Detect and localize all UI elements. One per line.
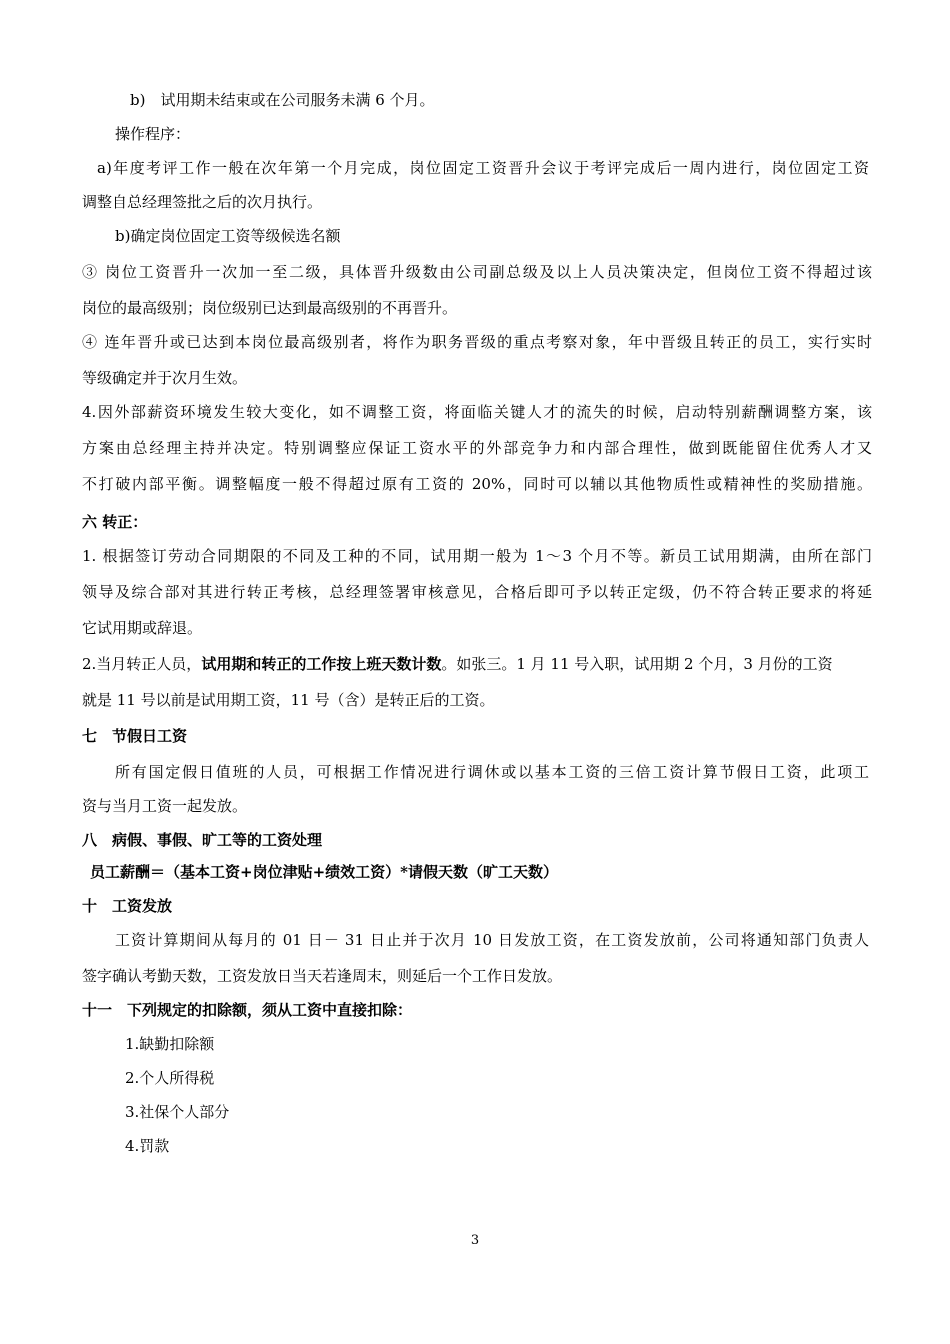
paragraph-line: 工资计算期间从每月的 01 日－ 31 日止并于次月 10 日发放工资，在工资发放前，公司将通知部门负责人 — [115, 931, 869, 949]
paragraph-line: 岗位的最高级别；岗位级别已达到最高级别的不再晋升。 — [82, 299, 458, 317]
paragraph-line: 签字确认考勤天数，工资发放日当天若逢周末，则延后一个工作日发放。 — [82, 967, 563, 985]
paragraph-line: 等级确定并于次月生效。 — [82, 369, 248, 387]
paragraph-line: 就是 11 号以前是试用期工资，11 号（含）是转正后的工资。 — [82, 691, 495, 709]
section-heading: 七 节假日工资 — [82, 727, 188, 745]
section-heading: 六 转正： — [82, 513, 148, 531]
paragraph-line: 领导及综合部对其进行转正考核，总经理签署审核意见，合格后即可予以转正定级，仍不符合转正要求的将延 — [82, 583, 872, 601]
paragraph-line: b)确定岗位固定工资等级候选名额 — [115, 227, 341, 245]
paragraph-line: 4.因外部薪资环境发生较大变化，如不调整工资，将面临关键人才的流失的时候，启动特别薪酬调整方案，该 — [82, 403, 872, 421]
page-number: 3 — [470, 1233, 480, 1248]
formula-line: 员工薪酬＝（基本工资+岗位津贴+绩效工资）*请假天数（旷工天数） — [90, 863, 558, 881]
operation-procedure-heading: 操作程序： — [115, 125, 191, 143]
paragraph-line: ③ 岗位工资晋升一次加一至二级，具体晋升级数由公司副总级及以上人员决策决定，但岗位工资不得超过该 — [82, 263, 872, 281]
paragraph-line: 所有国定假日值班的人员，可根据工作情况进行调休或以基本工资的三倍工资计算节假日工资，此项工 — [115, 763, 869, 781]
paragraph-line: 它试用期或辞退。 — [82, 619, 203, 637]
paragraph-line: 不打破内部平衡。调整幅度一般不得超过原有工资的 20%，同时可以辅以其他物质性或精神性的奖励措施。 — [82, 475, 872, 493]
section-heading: 八 病假、事假、旷工等的工资处理 — [82, 831, 323, 849]
list-item-b: b) 试用期未结束或在公司服务未满 6 个月。 — [130, 91, 435, 109]
paragraph-line: a)年度考评工作一般在次年第一个月完成，岗位固定工资晋升会议于考评完成后一周内进行，岗位固定工资 — [97, 159, 869, 177]
paragraph-line: 资与当月工资一起发放。 — [82, 797, 248, 815]
paragraph-line: 方案由总经理主持并决定。特别调整应保证工资水平的外部竞争力和内部合理性，做到既能留住优秀人才又 — [82, 439, 872, 457]
paragraph-line: 调整自总经理签批之后的次月执行。 — [82, 193, 323, 211]
emphasis-text: 试用期和转正的工作按上班天数计数 — [201, 655, 442, 673]
list-item: 1.缺勤扣除额 — [125, 1035, 215, 1053]
paragraph-line: ④ 连年晋升或已达到本岗位最高级别者，将作为职务晋级的重点考察对象，年中晋级且转正的员工，实行实时 — [82, 333, 872, 351]
text-span: 2.当月转正人员， — [82, 655, 202, 673]
paragraph-line — [82, 654, 872, 674]
list-item: 3.社保个人部分 — [125, 1103, 230, 1121]
list-item: 4.罚款 — [125, 1137, 170, 1155]
list-item: 2.个人所得税 — [125, 1069, 215, 1087]
paragraph-line: 1. 根据签订劳动合同期限的不同及工种的不同，试用期一般为 1～3 个月不等。新员工试用期满，由所在部门 — [82, 547, 872, 565]
text-span: 。如张三。1 月 11 号入职，试用期 2 个月，3 月份的工资 — [441, 655, 833, 673]
section-heading: 十 工资发放 — [82, 897, 173, 915]
section-heading: 十一 下列规定的扣除额，须从工资中直接扣除： — [82, 1001, 413, 1019]
